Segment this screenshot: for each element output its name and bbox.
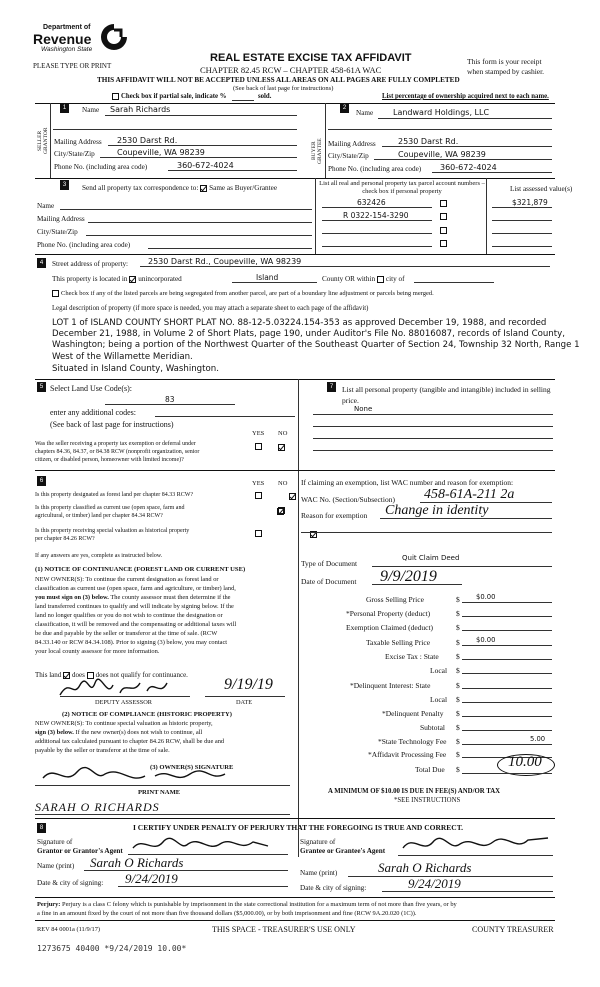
section-2-number: 2 xyxy=(340,103,349,113)
processing-dollar: $ xyxy=(456,750,460,759)
seller-side-label: SELLER GRANTOR xyxy=(37,127,49,155)
additional-codes-label: enter any additional codes: xyxy=(50,408,136,417)
section-3-number: 3 xyxy=(60,180,69,190)
grantee-sig-label-1: Signature of xyxy=(300,838,336,846)
continuance-3-rest: The county assessor must then determine if the xyxy=(108,594,231,601)
taxable-value[interactable]: $0.00 xyxy=(476,636,496,644)
buyer-city[interactable]: Coupeville, WA 98239 xyxy=(398,150,486,159)
print-note: PLEASE TYPE OR PRINT xyxy=(33,62,112,70)
grantee-sig-label-2: Grantee or Grantee's Agent xyxy=(300,847,386,855)
sec5-yes: YES xyxy=(252,430,265,437)
continuance-title: (1) NOTICE OF CONTINUANCE (FOREST LAND OR CURRENT USE) xyxy=(35,566,246,573)
compliance-3: additional tax calculated pursuant to chapter 84.26 RCW, shall be due and xyxy=(35,738,225,745)
excise-state-label: Excise Tax : State xyxy=(385,652,439,661)
segregated-line xyxy=(52,290,434,297)
continuance-3-bold: you must sign on (3) below. xyxy=(35,594,109,601)
section-8-number: 8 xyxy=(37,823,46,833)
local-label: Local xyxy=(430,666,448,675)
taxable-label: Taxable Selling Price xyxy=(366,638,431,647)
section-1-number: 1 xyxy=(60,103,69,113)
delinquent-pen-dollar: $ xyxy=(456,709,460,718)
section-7-number: 7 xyxy=(327,382,336,392)
partial-sale-check[interactable] xyxy=(112,93,227,100)
assessed-header: List assessed value(s) xyxy=(510,185,573,193)
receipt-note-1: This form is your receipt xyxy=(467,57,542,66)
grantor-name-print[interactable]: Sarah O Richards xyxy=(90,855,184,870)
print-name-label: PRINT NAME xyxy=(138,789,181,796)
seller-city[interactable]: Coupeville, WA 98239 xyxy=(117,148,205,157)
historical-yes-checkbox[interactable] xyxy=(255,530,262,537)
county-or-line xyxy=(322,275,404,283)
dept-line2: Revenue xyxy=(33,31,92,47)
wac-label: WAC No. (Section/Subsection) xyxy=(301,495,395,504)
compliance-1: NEW OWNER(S): To continue special valuation as historic property, xyxy=(35,720,213,727)
subtotal-dollar: $ xyxy=(456,723,460,732)
does-label: does xyxy=(72,671,85,679)
grantee-date-label: Date & city of signing: xyxy=(300,884,367,892)
seller-phone-label: Phone No. (including area code) xyxy=(54,163,148,171)
buyer-mailing-label: Mailing Address xyxy=(328,140,376,148)
grantor-signature-icon xyxy=(128,832,278,856)
continuance-2: classification as current use (open space, farm and agriculture, or timber) land, xyxy=(35,585,236,592)
subtotal-label: Subtotal xyxy=(420,723,446,732)
certify-statement: I CERTIFY UNDER PENALTY OF PERJURY THAT THE FOREGOING IS TRUE AND CORRECT. xyxy=(133,823,464,832)
personal-property-value[interactable]: None xyxy=(354,405,373,413)
assessor-date[interactable]: 9/19/19 xyxy=(224,676,273,693)
land-use-label: Select Land Use Code(s): xyxy=(50,384,132,393)
buyer-city-label: City/State/Zip xyxy=(328,152,369,160)
total-due-label: Total Due xyxy=(415,765,445,774)
excise-state-dollar: $ xyxy=(456,652,460,661)
unincorporated-checkbox[interactable] xyxy=(129,276,136,283)
gross-dollar: $ xyxy=(456,595,460,604)
minimum-note: A MINIMUM OF $10.00 IS DUE IN FEE(S) AND/OR TAX xyxy=(328,788,501,795)
exemption-yes-checkbox[interactable] xyxy=(255,443,262,450)
parcel-1-checkbox[interactable] xyxy=(440,200,447,207)
partial-sale-checkbox[interactable] xyxy=(112,93,119,100)
tech-fee-dollar: $ xyxy=(456,737,460,746)
sec3-name-label: Name xyxy=(37,202,55,210)
sec6-no: NO xyxy=(278,480,288,487)
seller-city-label: City/State/Zip xyxy=(54,150,95,158)
section-4-number: 4 xyxy=(37,258,46,268)
current-use-question-2: agricultural, or timber) land per chapter 84.34 RCW? xyxy=(35,513,163,519)
delinquent-int-dollar: $ xyxy=(456,681,460,690)
continuance-4: land transferred continues to qualify and will indicate by signing below. If the xyxy=(35,603,234,610)
warning-line: THIS AFFIDAVIT WILL NOT BE ACCEPTED UNLESS ALL AREAS ON ALL PAGES ARE FULLY COMPLETED xyxy=(97,76,460,84)
send-correspondence xyxy=(82,184,277,192)
current-use-question-1: Is this property classified as current use (open space, farm and xyxy=(35,505,185,511)
doc-type-label: Type of Document xyxy=(301,559,358,568)
ownership-note: List percentage of ownership acquired next to each name. xyxy=(382,93,549,100)
grantor-date-label: Date & city of signing: xyxy=(37,879,104,887)
exemption-q-1: Was the seller receiving a property tax exemption or deferral under xyxy=(35,441,196,447)
cashier-stamp: 1273675 40400 *9/24/2019 10.00* xyxy=(37,944,187,953)
seller-mailing[interactable]: 2530 Darst Rd. xyxy=(117,136,178,145)
compliance-2-rest: If the new owner(s) does not wish to continue, all xyxy=(73,729,203,736)
segregated-checkbox[interactable] xyxy=(52,290,59,297)
seller-name-label: Name xyxy=(82,106,100,114)
grantee-signature-icon xyxy=(398,830,558,856)
exemption-reason[interactable]: Change in identity xyxy=(385,503,489,518)
tech-fee-label: *State Technology Fee xyxy=(378,737,447,746)
personal-property-label: List all personal property (tangible and intangible) included in selling xyxy=(342,385,551,394)
perjury-line-2: a fine in an amount fixed by the court of not more than five thousand dollars ($5,000.00), or by both imprisonment and fine (RCW 9A.20.020 (1C)). xyxy=(37,910,417,917)
sec5-see-back: (See back of last page for instructions) xyxy=(50,420,174,429)
local-dollar: $ xyxy=(456,666,460,675)
sec5-no: NO xyxy=(278,430,288,437)
land-use-code[interactable]: 83 xyxy=(165,395,175,404)
unincorporated-label: unincorporated xyxy=(138,275,182,283)
qualify-label: qualify for continuance. xyxy=(120,671,188,679)
county-treasurer: COUNTY TREASURER xyxy=(472,925,554,934)
assessed-1[interactable]: $321,879 xyxy=(512,198,548,207)
city-of-label: city of xyxy=(385,275,405,283)
owner-signature-label: (3) OWNER(S) SIGNATURE xyxy=(150,764,234,771)
sec3-city-label: City/State/Zip xyxy=(37,228,78,236)
if-yes-note: If any answers are yes, complete as instructed below. xyxy=(35,553,163,559)
buyer-name[interactable]: Landward Holdings, LLC xyxy=(393,108,490,117)
compliance-2-bold: sign (3) below. xyxy=(35,729,74,736)
continuance-9: your local county assessor for more information. xyxy=(35,648,160,655)
partial-sale-label: Check box if partial sale, indicate % xyxy=(121,93,227,101)
forest-yes-checkbox[interactable] xyxy=(255,492,262,499)
continuance-6: classification, it will be removed and the compensating or additional taxes will xyxy=(35,621,237,628)
street-label: Street address of property: xyxy=(52,260,129,268)
county-name[interactable]: Island xyxy=(256,273,279,282)
dept-line1: Department of xyxy=(43,24,91,31)
exemption-no-checkbox[interactable] xyxy=(278,444,285,451)
located-line xyxy=(52,275,182,283)
personal-dollar: $ xyxy=(456,609,460,618)
date-label: DATE xyxy=(236,699,253,706)
sec6-yes: YES xyxy=(252,480,265,487)
legal-desc-2[interactable]: December 21, 1988, in Volume 2 of Short Plats, page 190, under Auditor's File No. 88016087, records of Island County, xyxy=(52,329,565,339)
parcel-2-checkbox[interactable] xyxy=(440,213,447,220)
dept-line3: Washington State xyxy=(41,46,93,53)
see-back-note: (See back of last page for instructions) xyxy=(233,85,334,92)
segregated-label: Check box if any of the listed parcels are being segregated from another parcel, are part of a boundary line adjustment or parcels being merged. xyxy=(61,290,434,297)
local2-label: Local xyxy=(430,695,448,704)
buyer-phone[interactable]: 360-672-4024 xyxy=(440,163,497,172)
exemption-dollar: $ xyxy=(456,623,460,632)
doc-date[interactable]: 9/9/2019 xyxy=(380,568,437,585)
this-land-label: This land xyxy=(35,671,62,679)
dept-logo xyxy=(33,22,128,56)
legal-desc-3[interactable]: Washington; being a portion of the Northwest Quarter of the Southeast Quarter of Section 24, Township 32 North, Range 1 xyxy=(52,340,580,350)
perjury-text-1: Perjury is a class C felony which is punishable by imprisonment in the state correctional institution for a maximum term of not more than five years, or by xyxy=(62,901,457,908)
local2-dollar: $ xyxy=(456,695,460,704)
legal-desc-4[interactable]: West of the Willamette Meridian. xyxy=(52,352,193,362)
sold-label: sold. xyxy=(258,93,272,100)
doc-type[interactable]: Quit Claim Deed xyxy=(402,554,460,562)
does-not-label: does not xyxy=(95,671,120,679)
continuance-5: land no longer qualifies or you do not wish to continue the designation or xyxy=(35,612,223,619)
parcel-2[interactable]: R 0322-154-3290 xyxy=(343,211,409,220)
doc-date-label: Date of Document xyxy=(301,577,357,586)
seller-mailing-label: Mailing Address xyxy=(54,138,102,146)
section-6-number: 6 xyxy=(37,476,46,486)
grantor-sig-label-2: Grantor or Grantor's Agent xyxy=(37,847,123,855)
total-due-value[interactable]: 10.00 xyxy=(508,754,542,770)
legal-desc-5[interactable]: Situated in Island County, Washington. xyxy=(52,364,219,374)
chapter-line: CHAPTER 82.45 RCW – CHAPTER 458-61A WAC xyxy=(200,65,382,75)
treasurer-space: THIS SPACE - TREASURER'S USE ONLY xyxy=(212,925,356,934)
city-of-checkbox[interactable] xyxy=(377,276,384,283)
grantor-name-label: Name (print) xyxy=(37,862,75,870)
perjury-line-1 xyxy=(37,901,457,908)
forest-no-checkbox[interactable] xyxy=(289,493,296,500)
parcel-header: List all real and personal property tax parcel account numbers – check box if personal property xyxy=(319,180,485,195)
claim-exemption-label: If claiming an exemption, list WAC number and reason for exemption: xyxy=(301,478,514,487)
delinquent-penalty-label: *Delinquent Penalty xyxy=(382,709,444,718)
current-use-no-checkbox[interactable] xyxy=(278,507,285,514)
revenue-logo-icon xyxy=(99,22,129,54)
print-name-value[interactable]: SARAH O RICHARDS xyxy=(35,800,160,814)
legal-desc-1[interactable]: LOT 1 of ISLAND COUNTY SHORT PLAT NO. 88-12-5.03224.154-353 as approved December 19, 1988, and recorded xyxy=(52,318,547,328)
buyer-mailing[interactable]: 2530 Darst Rd. xyxy=(398,137,459,146)
continuance-8: 84.33.140 or RCW 84.34.108). Prior to signing (3) below, you may contact xyxy=(35,639,228,646)
forest-land-question: Is this property designated as forest land per chapter 84.33 RCW? xyxy=(35,492,194,498)
total-dollar: $ xyxy=(456,765,460,774)
buyer-phone-label: Phone No. (including area code) xyxy=(328,165,422,173)
grantor-date[interactable]: 9/24/2019 xyxy=(125,871,178,886)
buyer-name-label: Name xyxy=(356,109,374,117)
sec3-phone-label: Phone No. (including area code) xyxy=(37,241,131,249)
seller-phone[interactable]: 360-672-4024 xyxy=(177,161,234,170)
buyer-side-label: BUYER GRANTEE xyxy=(311,138,323,164)
tech-fee-value[interactable]: 5.00 xyxy=(530,735,546,743)
processing-fee-label: *Affidavit Processing Fee xyxy=(368,750,447,759)
compliance-4: payable by the seller or transferor at the time of sale. xyxy=(35,747,170,754)
receipt-note-2: when stamped by cashier. xyxy=(467,67,545,76)
see-instructions: *SEE INSTRUCTIONS xyxy=(394,797,461,804)
deputy-assessor-label: DEPUTY ASSESSOR xyxy=(95,699,152,706)
parcel-4-checkbox[interactable] xyxy=(440,240,447,247)
rev-number: REV 84 0001a (11/9/17) xyxy=(37,926,101,933)
grantee-date[interactable]: 9/24/2019 xyxy=(408,876,461,891)
compliance-title: (2) NOTICE OF COMPLIANCE (HISTORIC PROPERTY) xyxy=(62,711,232,718)
same-as-buyer-label: Same as Buyer/Grantee xyxy=(209,184,278,192)
grantee-name-label: Name (print) xyxy=(300,869,338,877)
price-label: price. xyxy=(342,396,359,405)
grantor-sig-label-1: Signature of xyxy=(37,838,73,846)
historical-question-1: Is this property receiving special valuation as historical property xyxy=(35,528,190,534)
taxable-dollar: $ xyxy=(456,638,460,647)
same-as-buyer-checkbox[interactable] xyxy=(200,185,207,192)
sec3-mailing-label: Mailing Address xyxy=(37,215,85,223)
personal-deduct-label: *Personal Property (deduct) xyxy=(346,609,431,618)
delinquent-interest-label: *Delinquent Interest: State xyxy=(350,681,431,690)
perjury-label: Perjury: xyxy=(37,901,61,908)
reason-label: Reason for exemption xyxy=(301,511,368,520)
gross-label: Gross Selling Price xyxy=(366,595,424,604)
historical-question-2: per chapter 84.26 RCW? xyxy=(35,536,95,542)
street-address[interactable]: 2530 Darst Rd., Coupeville, WA 98239 xyxy=(148,257,302,266)
compliance-2 xyxy=(35,729,202,736)
page-title: REAL ESTATE EXCISE TAX AFFIDAVIT xyxy=(210,52,412,64)
parcel-3-checkbox[interactable] xyxy=(440,227,447,234)
wac-number[interactable]: 458-61A-211 2a xyxy=(424,487,515,502)
gross-value[interactable]: $0.00 xyxy=(476,593,496,601)
parcel-1[interactable]: 632426 xyxy=(357,198,386,207)
seller-name[interactable]: Sarah Richards xyxy=(110,105,171,114)
send-label: Send all property tax correspondence to: xyxy=(82,184,199,192)
exemption-q-2: chapters 84.36, 84.37, or 84.38 RCW (nonprofit organization, senior xyxy=(35,449,200,455)
continuance-7: be due and payable by the seller or transferor at the time of sale. (RCW xyxy=(35,630,218,637)
county-or-label: County OR within xyxy=(322,275,376,283)
legal-label: Legal description of property (if more space is needed, you may attach a separate sheet to each page of the affidavit) xyxy=(52,305,369,312)
continuance-1: NEW OWNER(S): To continue the current designation as forest land or xyxy=(35,576,219,583)
located-label: This property is located in xyxy=(52,275,128,283)
exemption-q-3: citizen, or disabled person, homeowner with limited income)? xyxy=(35,457,184,463)
section-5-number: 5 xyxy=(37,382,46,392)
continuance-3 xyxy=(35,594,231,601)
grantee-name-print[interactable]: Sarah O Richards xyxy=(378,860,472,875)
exemption-deduct-label: Exemption Claimed (deduct) xyxy=(346,623,434,632)
